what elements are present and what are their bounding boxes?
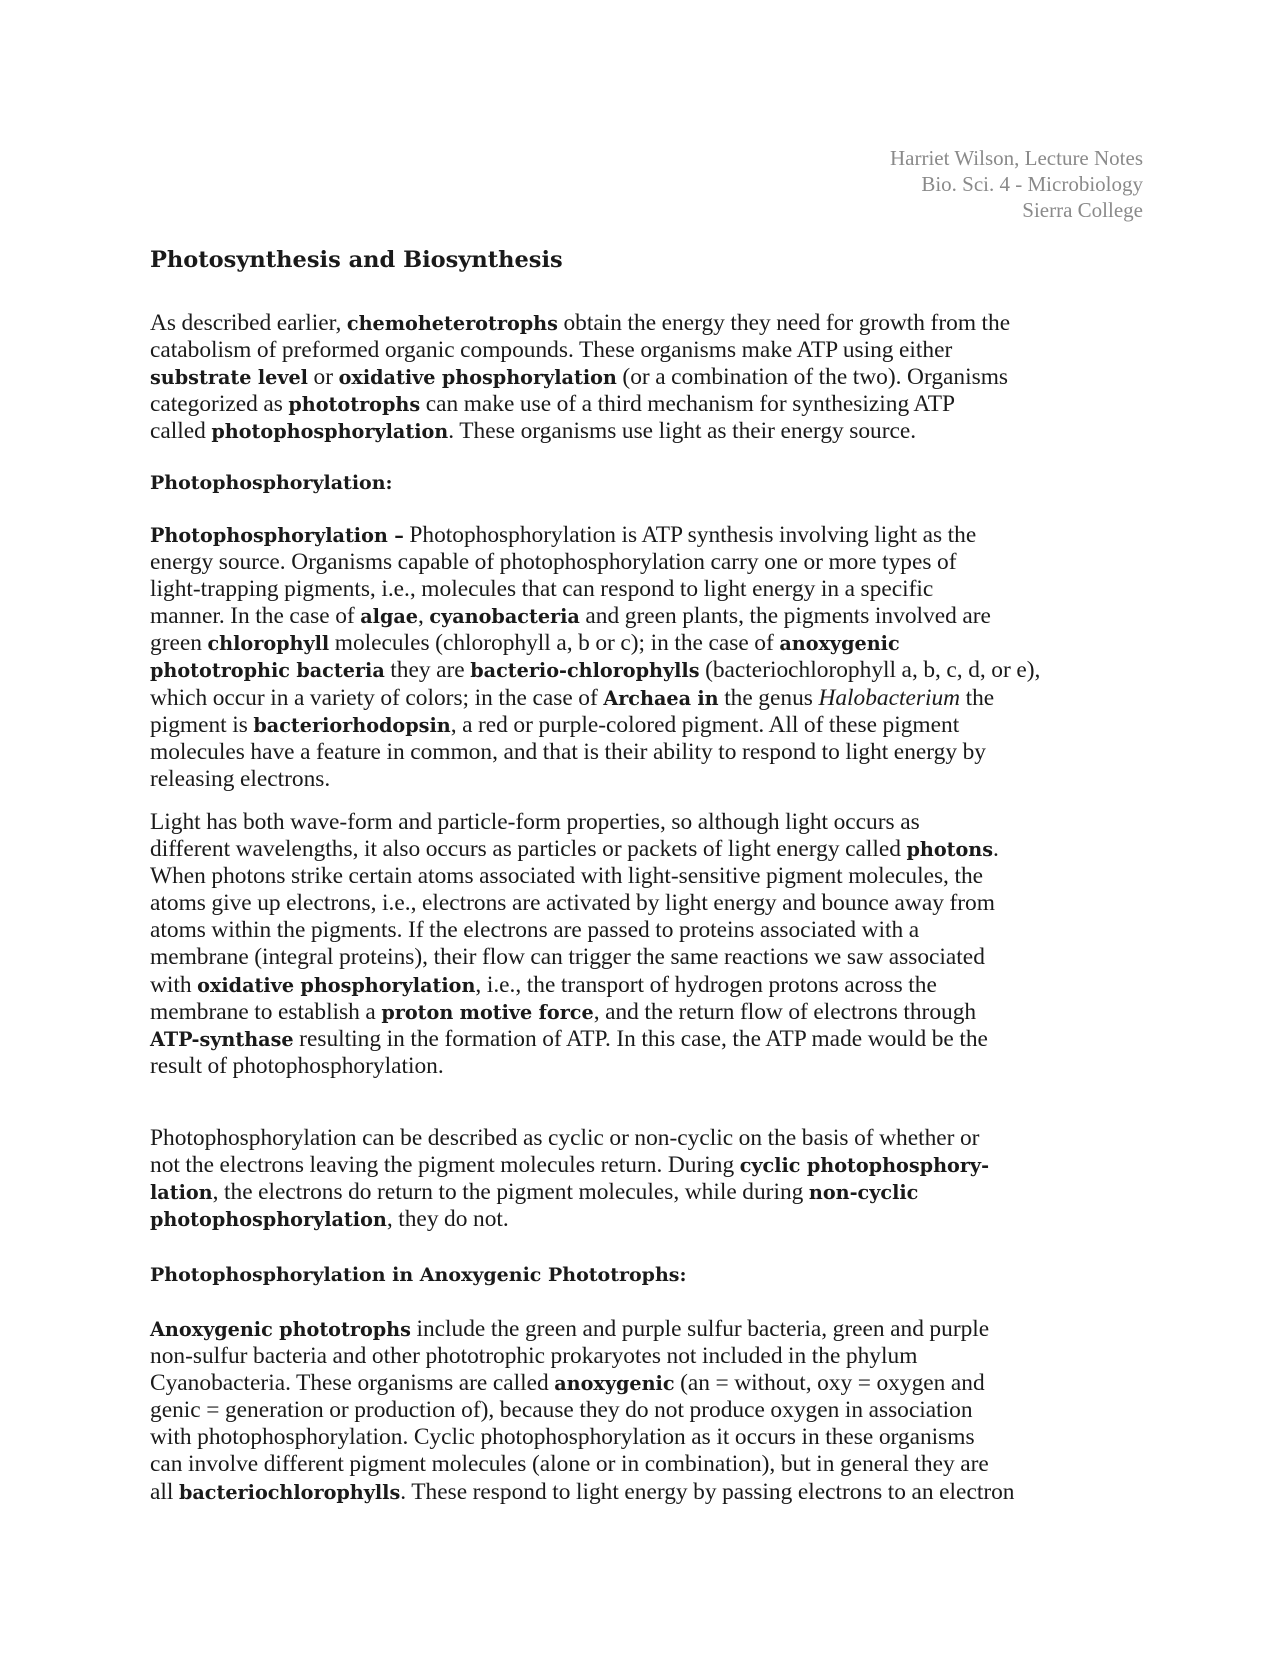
text-run: , and the return flow of electrons through: [593, 998, 977, 1025]
term-non-cyclic-photophosphorylation: photophosphorylation: [150, 1208, 387, 1232]
paragraph-line: [150, 1316, 1150, 1343]
header-course: Bio. Sci. 4 - Microbiology: [921, 172, 1143, 196]
term-photophosphorylation: Photophosphorylation –: [150, 524, 404, 547]
text-run: categorized as: [150, 391, 289, 418]
header-school: Sierra College: [1022, 198, 1143, 222]
text-run: , they do not.: [386, 1206, 509, 1233]
text-run: Cyanobacteria. These organisms are called: [150, 1370, 555, 1397]
document-title: Photosynthesis and Biosynthesis: [150, 247, 563, 273]
text-run: pigment is: [150, 711, 254, 738]
paragraph-line: [150, 657, 1150, 684]
intro-paragraph: [150, 310, 1150, 445]
paragraph-line: can involve different pigment molecules (alone or in combination), but in general they are: [150, 1451, 989, 1478]
section-heading-photophosphorylation: Photophosphorylation:: [150, 472, 393, 494]
paragraph-line: [150, 972, 1150, 999]
header-author: Harriet Wilson, Lecture Notes: [889, 146, 1143, 170]
text-run: with: [150, 971, 198, 998]
term-photophosphorylation: photophosphorylation: [211, 420, 449, 444]
paragraph-light-photons: [150, 809, 1150, 1080]
text-run: all: [150, 1478, 179, 1505]
text-run: called: [150, 418, 212, 445]
paragraph-cyclic-noncyclic: [150, 1125, 1150, 1233]
text-run: , i.e., the transport of hydrogen protons across the: [475, 971, 937, 998]
text-run: different wavelengths, it also occurs as particles or packets of light energy called: [150, 836, 907, 863]
paragraph-line: atoms give up electrons, i.e., electrons are activated by light energy and bounce away from: [150, 890, 995, 917]
text-run: . These organisms use light as their energy source.: [448, 418, 917, 445]
term-substrate-level: substrate level: [150, 366, 308, 390]
term-cyanobacteria: cyanobacteria: [429, 605, 580, 629]
paragraph-line: [150, 522, 1150, 549]
term-algae: algae: [360, 605, 419, 629]
text-run: obtain the energy they need for growth from the: [557, 310, 1011, 336]
term-atp-synthase: ATP-synthase: [150, 1027, 294, 1051]
paragraph-line: [150, 418, 1150, 445]
term-cyclic-photophosphorylation-cont: lation: [150, 1181, 213, 1205]
paragraph-line: Photophosphorylation can be described as cyclic or non-cyclic on the basis of whether or: [150, 1125, 980, 1151]
paragraph-line: result of photophosphorylation.: [150, 1052, 444, 1079]
paragraph-line: [150, 712, 1150, 739]
text-run: (or a combination of the two). Organisms: [616, 364, 1008, 391]
term-oxidative-phosphorylation: oxidative phosphorylation: [338, 366, 617, 390]
term-oxidative-phosphorylation: oxidative phosphorylation: [197, 973, 476, 997]
paragraph-line: When photons strike certain atoms associated with light-sensitive pigment molecules, the: [150, 863, 984, 890]
paragraph-line: [150, 1479, 1150, 1506]
paragraph-line: membrane (integral proteins), their flow can trigger the same reactions we saw associated: [150, 944, 985, 971]
term-chemoheterotrophs: chemoheterotrophs: [346, 312, 558, 335]
term-archaea: Archaea in: [603, 686, 719, 710]
paragraph-line: [150, 836, 1150, 863]
paragraph-line: releasing electrons.: [150, 765, 331, 792]
paragraph-line: Light has both wave-form and particle-form properties, so although light occurs as: [150, 809, 920, 835]
text-run: .: [993, 836, 999, 863]
text-run: Photophosphorylation is ATP synthesis involving light as the: [403, 522, 977, 548]
paragraph-photophosphorylation: [150, 522, 1150, 793]
paragraph-line: [150, 603, 1150, 630]
paragraph-line: [150, 999, 1150, 1026]
text-run: green: [150, 630, 208, 657]
paragraph-line: [150, 1026, 1150, 1053]
term-non-cyclic: non-cyclic: [808, 1181, 919, 1205]
term-phototrophic-bacteria: phototrophic bacteria: [150, 659, 385, 683]
text-run: can make use of a third mechanism for synthesizing ATP: [420, 391, 955, 418]
term-phototrophs: phototrophs: [288, 393, 421, 417]
term-cyclic-photophosphorylation: cyclic photophosphory-: [739, 1154, 990, 1178]
text-run: (an = without, oxy = oxygen and: [674, 1370, 985, 1397]
term-anoxygenic-phototrophs: Anoxygenic phototrophs: [150, 1318, 411, 1341]
paragraph-anoxygenic: [150, 1316, 1150, 1506]
text-run: ,: [418, 603, 430, 630]
paragraph-line: [150, 1206, 1150, 1233]
page-header: [890, 145, 1143, 223]
text-run: As described earlier,: [150, 310, 347, 336]
paragraph-line: atoms within the pigments. If the electrons are passed to proteins associated with a: [150, 917, 920, 944]
paragraph-line: [150, 1179, 1150, 1206]
text-run: membrane to establish a: [150, 998, 382, 1025]
text-run: manner. In the case of: [150, 603, 361, 630]
paragraph-line: [150, 1152, 1150, 1179]
term-photons: photons: [906, 838, 994, 862]
text-run: molecules (chlorophyll a, b or c); in the case of: [329, 630, 780, 657]
text-run: they are: [384, 657, 471, 684]
paragraph-line: genic = generation or production of), because they do not produce oxygen in association: [150, 1397, 973, 1424]
paragraph-line: [150, 391, 1150, 418]
paragraph-line: light-trapping pigments, i.e., molecules that can respond to light energy in a specific: [150, 576, 934, 603]
text-run: , a red or purple-colored pigment. All of these pigment: [450, 711, 960, 738]
term-anoxygenic: anoxygenic: [779, 632, 900, 656]
text-run: and green plants, the pigments involved are: [579, 603, 991, 630]
text-run: . These respond to light energy by passing electrons to an electron: [400, 1478, 1015, 1505]
text-run: or: [307, 364, 339, 391]
text-run: resulting in the formation of ATP. In this case, the ATP made would be the: [293, 1025, 988, 1052]
text-run: include the green and purple sulfur bacteria, green and purple: [410, 1316, 990, 1342]
text-run: the: [960, 684, 995, 711]
paragraph-line: non-sulfur bacteria and other phototrophic prokaryotes not included in the phylum: [150, 1343, 918, 1370]
section-heading-anoxygenic-phototrophs: Photophosphorylation in Anoxygenic Phototrophs:: [150, 1264, 687, 1286]
paragraph-line: [150, 1370, 1150, 1397]
text-run: which occur in a variety of colors; in the case of: [150, 684, 604, 711]
paragraph-line: energy source. Organisms capable of photophosphorylation carry one or more types of: [150, 549, 957, 576]
term-anoxygenic: anoxygenic: [554, 1372, 675, 1396]
paragraph-line: molecules have a feature in common, and that is their ability to respond to light energy by: [150, 738, 986, 765]
paragraph-line: [150, 310, 1150, 337]
text-run: , the electrons do return to the pigment molecules, while during: [212, 1179, 809, 1206]
paragraph-line: with photophosphorylation. Cyclic photophosphorylation as it occurs in these organisms: [150, 1424, 975, 1451]
term-bacterio-chlorophylls: bacterio-chlorophylls: [470, 659, 700, 683]
term-proton-motive-force: proton motive force: [381, 1000, 594, 1024]
text-run: not the electrons leaving the pigment molecules return. During: [150, 1152, 740, 1179]
term-bacteriochlorophylls: bacteriochlorophylls: [178, 1480, 401, 1504]
paragraph-line: [150, 685, 1150, 712]
paragraph-line: catabolism of preformed organic compounds. These organisms make ATP using either: [150, 337, 953, 364]
paragraph-line: [150, 630, 1150, 657]
text-run: (bacteriochlorophyll a, b, c, d, or e),: [699, 657, 1041, 684]
term-bacteriorhodopsin: bacteriorhodopsin: [253, 713, 451, 737]
term-halobacterium: Halobacterium: [818, 684, 961, 711]
text-run: the genus: [718, 684, 819, 711]
term-chlorophyll: chlorophyll: [207, 632, 330, 656]
paragraph-line: [150, 364, 1150, 391]
